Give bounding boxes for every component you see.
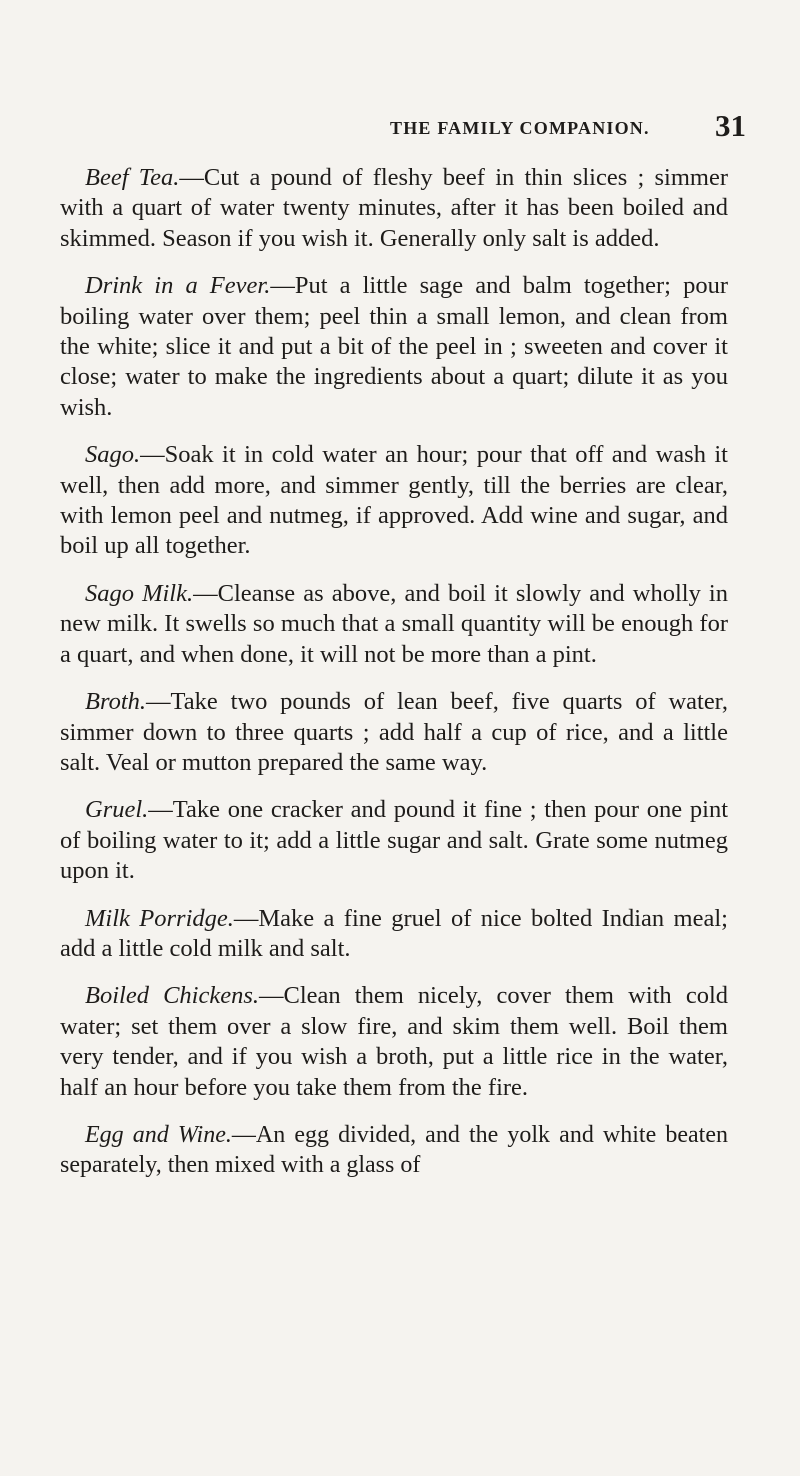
recipe-sago-milk [60,579,728,670]
recipe-broth [60,687,728,778]
recipe-title: Sago Milk. [85,579,194,607]
recipe-sago [60,440,728,562]
recipe-text: —Put a little sage and balm together; pour boiling water over them; peel thin a small lemon, and clean from the white; slice it and put a bit of the peel in ; sweeten and cover it close; water to make the ingredients about a quart; dilute it as you wish. [60,272,728,421]
recipe-text: —Soak it in cold water an hour; pour that off and wash it well, then add more, and simmer gently, till the berries are clear, with lemon peel and nutmeg, if approved. Add wine and sugar, and boil up all together. [60,441,728,560]
recipe-drink-in-a-fever [60,271,728,423]
recipe-title: Sago. [85,441,141,469]
recipe-title: Boiled Chickens. [85,982,260,1010]
recipe-title: Egg and Wine. [85,1121,232,1148]
recipe-text: —An egg divided, and the yolk and white beaten separately, then mixed with a glass of [60,1121,728,1179]
recipe-gruel [60,795,728,886]
recipe-text: —Clean them nicely, cover them with cold water; set them over a slow fire, and skim them well. Boil them very tender, and if you wish a broth, put a little rice in the water, half an hour before you take them from the fire. [60,982,728,1101]
page-number: 31 [715,108,746,143]
recipe-text: —Cut a pound of fleshy beef in thin slices ; simmer with a quart of water twenty minutes, after it has been boiled and skimmed. Season if you wish it. Generally only salt is added. [60,164,728,252]
recipe-beef-tea [60,163,728,254]
recipe-title: Gruel. [85,796,149,824]
recipe-text: —Take two pounds of lean beef, five quarts of water, simmer down to three quarts ; add half a cup of rice, and a little salt. Veal or mutton prepared the same way. [60,688,728,776]
page-body [60,163,728,1198]
recipe-title: Beef Tea. [85,164,180,191]
recipe-milk-porridge [60,904,728,965]
recipe-title: Broth. [85,688,147,716]
recipe-text: —Take one cracker and pound it fine ; then pour one pint of boiling water to it; add a little sugar and salt. Grate some nutmeg upon it. [60,796,728,885]
recipe-boiled-chickens [60,981,728,1103]
running-head: THE FAMILY COMPANION. [390,118,650,138]
recipe-egg-and-wine [60,1120,728,1181]
recipe-text: —Make a fine gruel of nice bolted Indian meal; add a little cold milk and salt. [60,904,728,962]
recipe-title: Drink in a Fever. [85,272,271,300]
recipe-text: —Cleanse as above, and boil it slowly and wholly in new milk. It swells so much that a small quantity will be enough for a quart, and when done, it will not be more than a pint. [60,579,728,668]
recipe-title: Milk Porridge. [85,904,234,932]
